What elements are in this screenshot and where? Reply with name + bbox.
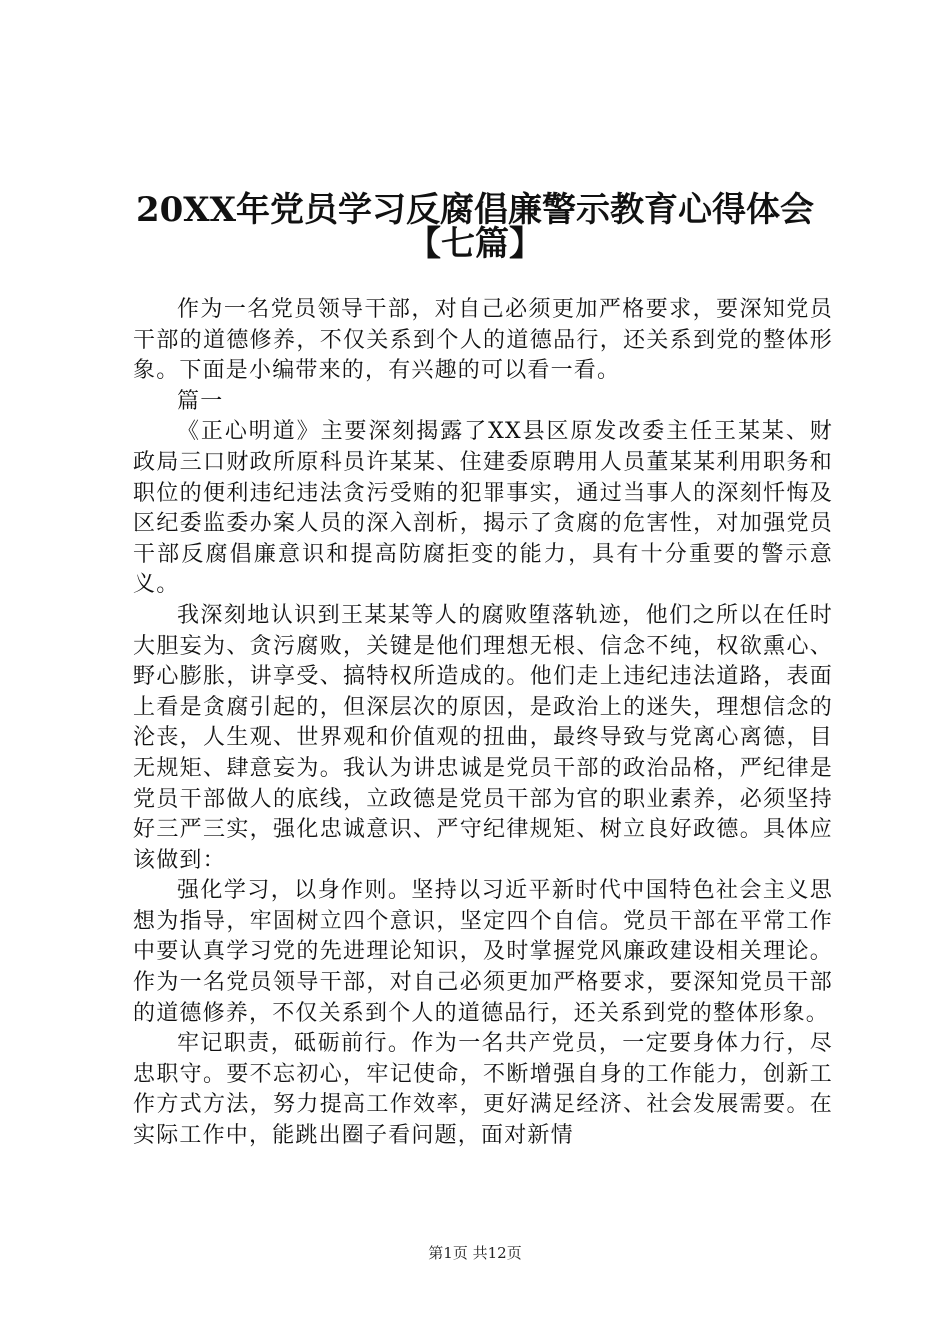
paragraph: 《正心明道》主要深刻揭露了XX县区原发改委主任王某某、财政局三口财政所原科员许某某、住建委原聘用人员董某某利用职务和职位的便利违纪违法贪污受贿的犯罪事实，通过当事人的深刻忏悔及区纪委监委办案人员的深入剖析，揭示了贪腐的危害性，对加强党员干部反腐倡廉意识和提高防腐拒变的能力，具有十分重要的警示意义。 <box>133 419 833 598</box>
document-subtitle: 【七篇】 <box>407 224 543 264</box>
document-title: 20XX年党员学习反腐倡廉警示教育心得体会 <box>135 190 815 230</box>
paragraph: 强化学习，以身作则。坚持以习近平新时代中国特色社会主义思想为指导，牢固树立四个意识，坚定四个自信。党员干部在平常工作中要认真学习党的先进理论知识，及时掌握党风廉政建设相关理论。作为一名党员领导干部，对自己必须更加严格要求，要深知党员干部的道德修养，不仅关系到个人的道德品行，还关系到党的整体形象。 <box>133 878 833 1026</box>
section-heading: 篇一 <box>177 388 224 414</box>
paragraph: 我深刻地认识到王某某等人的腐败堕落轨迹，他们之所以在任时大胆妄为、贪污腐败，关键是他们理想无根、信念不纯，权欲熏心、野心膨胀，讲享受、搞特权所造成的。他们走上违纪违法道路，表面上看是贪腐引起的，但深层次的原因，是政治上的迷失，理想信念的沦丧，人生观、世界观和价值观的扭曲，最终导致与党离心离德，目无规矩、肆意妄为。我认为讲忠诚是党员干部的政治品格，严纪律是党员干部做人的底线，立政德是党员干部为官的职业素养，必须坚持好三严三实，强化忠诚意识、严守纪律规矩、树立良好政德。具体应该做到： <box>133 602 833 873</box>
paragraph-intro: 作为一名党员领导干部，对自己必须更加严格要求，要深知党员干部的道德修养，不仅关系到个人的道德品行，还关系到党的整体形象。下面是小编带来的，有兴趣的可以看一看。 <box>133 297 833 384</box>
document-body <box>133 295 833 1152</box>
page-footer: 第1页 共12页 <box>428 1244 522 1262</box>
paragraph: 牢记职责，砥砺前行。作为一名共产党员，一定要身体力行，尽忠职守。要不忘初心，牢记使命，不断增强自身的工作能力，创新工作方式方法，努力提高工作效率，更好满足经济、社会发展需要。在实际工作中，能跳出圈子看问题，面对新情 <box>133 1031 833 1149</box>
